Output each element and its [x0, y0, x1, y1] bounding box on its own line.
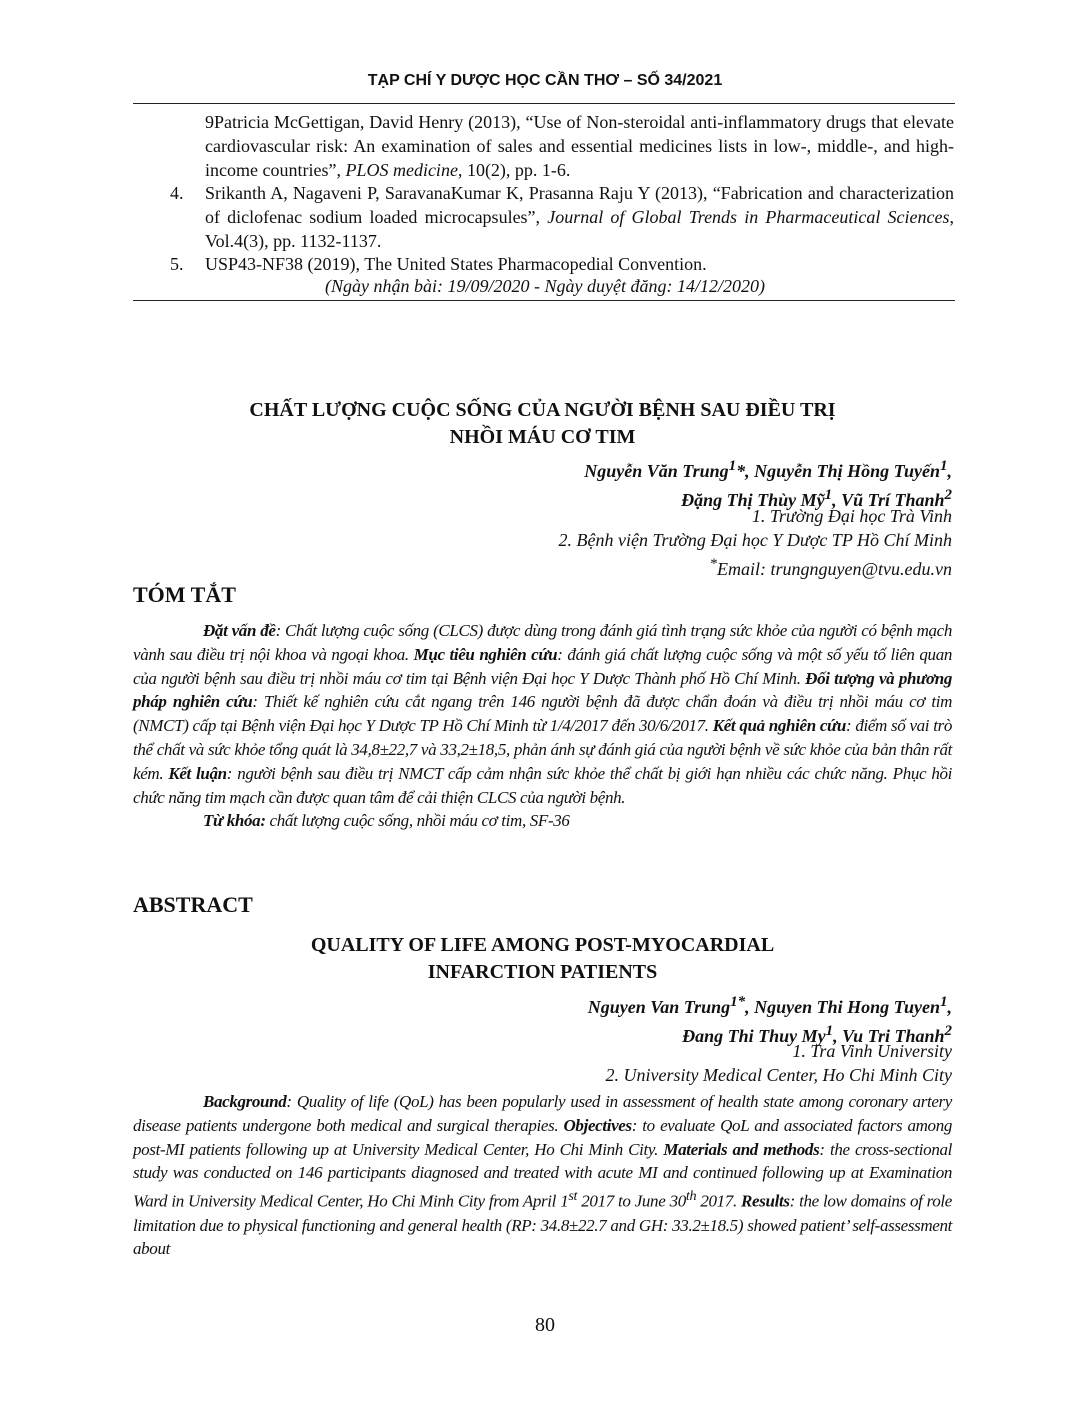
reference-journal: Journal of Global Trends in Pharmaceutical Sciences	[547, 207, 950, 227]
affiliations-en	[300, 1039, 952, 1087]
affiliation: 1. Trường Đại học Trà Vinh	[751, 506, 952, 526]
section-heading-abstract: ABSTRACT	[133, 892, 253, 917]
header-rule	[133, 103, 955, 104]
journal-header: TẠP CHÍ Y DƯỢC HỌC CẦN THƠ – SỐ 34/2021	[367, 72, 723, 89]
page-number: 80	[535, 1314, 555, 1336]
keywords: chất lượng cuộc sống, nhồi máu cơ tim, SF-36	[265, 811, 570, 831]
title-line: NHỒI MÁU CƠ TIM	[449, 426, 636, 448]
affiliations-vi: 1. Trường Đại học Trà Vinh 2. Bệnh viện Trường Đại học Y Dược TP Hồ Chí Minh *Email: trungnguyen@tvu.edu.vn	[300, 504, 952, 581]
reference-text: Srikanth A, Nagaveni P, SaravanaKumar K, Prasanna Raju Y (2013), “Fabrication and characterization of diclofenac sodium loaded microcapsules”,	[205, 183, 954, 227]
reference-number: 5.	[170, 254, 184, 274]
section-rule	[133, 300, 955, 301]
abstract-vi: Đặt vấn đề: Chất lượng cuộc sống (CLCS) được dùng trong đánh giá tình trạng sức khỏe của người có bệnh mạch vành sau điều trị nội khoa và ngoại khoa. Mục tiêu nghiên cứu: đánh giá chất lượng cuộc sống và một số yếu tố liên quan của người bệnh sau điều trị nhồi máu cơ tim tại Bệnh viện Đại học Y Dược Thành phố Hồ Chí Minh. Đối tượng và phương pháp nghiên cứu: Thiết kế nghiên cứu cắt ngang trên 146 người bệnh đã được chẩn đoán và điều trị nhồi máu cơ tim (NMCT) cấp tại Bệnh viện Đại học Y Dược TP Hồ Chí Minh từ 1/4/2017 đến 30/6/2017. Kết quả nghiên cứu: điểm số vai trò thể chất và sức khỏe tổng quát là 34,8±22,7 và 33,2±18,5, phản ánh sự đánh giá của người bệnh về sức khỏe của bản thân rất kém. Kết luận: người bệnh sau điều trị NMCT cấp cảm nhận sức khỏe thể chất bị giới hạn nhiều các chức năng. Phục hồi chức năng tim mạch cần được quan tâm để cải thiện CLCS của người bệnh. Từ khóa: chất lượng cuộc sống, nhồi máu cơ tim, SF-36	[133, 621, 952, 831]
reference-text: 9Patricia McGettigan, David Henry (2013), “Use of Non-steroidal anti-inflammatory drugs that elevate cardiovascular risk: An examination of sales and essential medicines lists in low-, middle-, and high-income countries”,	[205, 112, 954, 180]
affiliation: 2. University Medical Center, Ho Chi Minh City	[605, 1065, 952, 1085]
title-line: QUALITY OF LIFE AMONG POST-MYOCARDIAL	[310, 934, 775, 956]
affiliation: 2. Bệnh viện Trường Đại học Y Dược TP Hồ Chí Minh	[558, 530, 952, 550]
authors-vi: Nguyễn Văn Trung$^1$*, Nguyễn Thị Hồng Tuyến$^1$, Đặng Thị Thùy Mỹ$^1$, Vũ Trí Thanh$^2$	[584, 458, 952, 510]
affiliation: 1. Tra Vinh University	[792, 1041, 952, 1061]
email: Email: trungnguyen@tvu.edu.vn	[716, 559, 952, 579]
reference-text: USP43-NF38 (2019), The United States Pharmacopedial Convention.	[205, 254, 707, 274]
article-title-vi	[130, 397, 955, 451]
article-title-en	[130, 932, 955, 986]
title-line: INFARCTION PATIENTS	[427, 961, 658, 983]
reference-item	[170, 252, 954, 276]
authors-en: Nguyen Van Trung$^{1*}$, Nguyen Thi Hong Tuyen$^1$, Đang Thi Thuy My$^1$, Vu Tri Thanh$^2$	[587, 994, 952, 1046]
reference-journal: PLOS medicine,	[345, 160, 463, 180]
reference-tail: , Vol.4(3), pp. 1132-1137.	[205, 207, 954, 251]
reference-tail: 10(2), pp. 1-6.	[462, 160, 571, 180]
section-heading-tom-tat: TÓM TẮT	[133, 582, 236, 607]
received-dates: (Ngày nhận bài: 19/09/2020 - Ngày duyệt đăng: 14/12/2020)	[325, 276, 765, 296]
title-line: CHẤT LƯỢNG CUỘC SỐNG CỦA NGƯỜI BỆNH SAU ĐIỀU TRỊ	[249, 399, 836, 421]
keywords-label: Từ khóa:	[203, 811, 266, 831]
reference-item	[170, 181, 954, 253]
reference-number: 4.	[170, 183, 184, 203]
abstract-en: Background: Quality of life (QoL) has been popularly used in assessment of health state among coronary artery disease patients undergone both medical and surgical therapies. Objectives: to evaluate QoL and associated factors among post-MI patients following up at University Medical Center, Ho Chi Minh City. Materials and methods: the cross-sectional study was conducted on 146 participants diagnosed and treated with acute MI and continued following up at Examination Ward in University Medical Center, Ho Chi Minh City from April 1st 2017 to June 30th 2017. Results: the low domains of role limitation due to physical functioning and general health (RP: 34.8±22.7 and GH: 33.2±18.5) showed patient’ self-assessment about	[133, 1092, 953, 1259]
reference-item	[170, 110, 954, 182]
